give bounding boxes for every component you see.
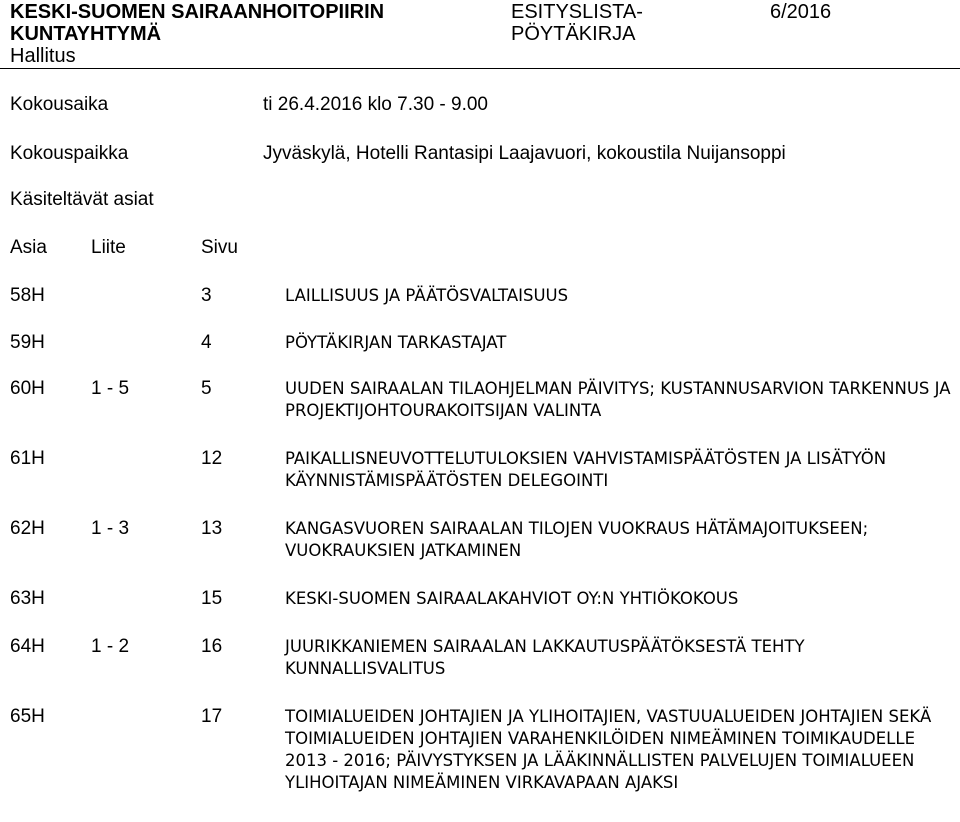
agenda-item-number: 60H xyxy=(10,378,45,399)
organization-name-line2: KUNTAYHTYMÄ xyxy=(10,23,162,45)
agenda-item-page: 12 xyxy=(201,448,223,469)
document-type-line2: PÖYTÄKIRJA xyxy=(511,23,636,45)
organization-name-line1: KESKI-SUOMEN SAIRAANHOITOPIIRIN xyxy=(10,1,385,23)
column-header-liite: Liite xyxy=(91,237,126,258)
governing-body-name: Hallitus xyxy=(10,45,76,67)
document-number: 6/2016 xyxy=(770,1,832,23)
column-header-sivu: Sivu xyxy=(201,237,238,258)
meeting-time-value: ti 26.4.2016 klo 7.30 - 9.00 xyxy=(263,94,488,115)
agenda-item-number: 63H xyxy=(10,588,45,609)
agenda-item-attachments: 1 - 3 xyxy=(91,518,130,539)
agenda-item-title: KESKI-SUOMEN SAIRAALAKAHVIOT OY:N YHTIÖKOKOUS xyxy=(285,589,739,608)
agenda-item-page: 3 xyxy=(201,285,212,306)
agenda-item-attachments: 1 - 2 xyxy=(91,636,130,657)
agenda-item-title: UUDEN SAIRAALAN TILAOHJELMAN PÄIVITYS; KUSTANNUSARVION TARKENNUS JA PROJEKTIJOHTOURAKOITSIJAN VALINTA xyxy=(285,379,951,420)
agenda-item-title: LAILLISUUS JA PÄÄTÖSVALTAISUUS xyxy=(285,286,569,305)
meeting-time-label: Kokousaika xyxy=(10,94,109,115)
section-title: Käsiteltävät asiat xyxy=(10,189,154,210)
agenda-item-title: KANGASVUOREN SAIRAALAN TILOJEN VUOKRAUS HÄTÄMAJOITUKSEEN; VUOKRAUKSIEN JATKAMINEN xyxy=(285,519,869,560)
agenda-item-title: PAIKALLISNEUVOTTELUTULOKSIEN VAHVISTAMISPÄÄTÖSTEN JA LISÄTYÖN KÄYNNISTÄMISPÄÄTÖSTEN DELEGOINTI xyxy=(285,449,887,490)
agenda-item-title: PÖYTÄKIRJAN TARKASTAJAT xyxy=(285,333,507,352)
document-type-line1: ESITYSLISTA- xyxy=(511,1,643,23)
agenda-item-page: 5 xyxy=(201,378,212,399)
column-header-asia: Asia xyxy=(10,237,47,258)
agenda-item-page: 13 xyxy=(201,518,223,539)
agenda-item-title: TOIMIALUEIDEN JOHTAJIEN JA YLIHOITAJIEN, VASTUUALUEIDEN JOHTAJIEN SEKÄ TOIMIALUEIDEN JOHTAJIEN VARAHENKILÖIDEN NIMEÄMINEN TOIMIKAUDELLE 2013 - 2016; PÄIVYSTYKSEN JA LÄÄKINNÄLLISTEN PALVELUJEN TOIMIALUEEN YLIHOITAJAN NIMEÄMINEN VIRKAVAPAAN AJAKSI xyxy=(285,707,932,792)
meeting-place-value: Jyväskylä, Hotelli Rantasipi Laajavuori, kokoustila Nuijansoppi xyxy=(263,143,786,164)
header-divider xyxy=(0,68,960,69)
agenda-item-page: 15 xyxy=(201,588,223,609)
agenda-item-number: 62H xyxy=(10,518,45,539)
agenda-item-number: 59H xyxy=(10,332,45,353)
agenda-item-number: 64H xyxy=(10,636,45,657)
agenda-item-page: 17 xyxy=(201,706,223,727)
agenda-item-number: 65H xyxy=(10,706,45,727)
agenda-item-number: 58H xyxy=(10,285,45,306)
agenda-item-number: 61H xyxy=(10,448,45,469)
agenda-item-attachments: 1 - 5 xyxy=(91,378,130,399)
meeting-place-label: Kokouspaikka xyxy=(10,143,129,164)
agenda-item-page: 4 xyxy=(201,332,212,353)
agenda-item-title: JUURIKKANIEMEN SAIRAALAN LAKKAUTUSPÄÄTÖKSESTÄ TEHTY KUNNALLISVALITUS xyxy=(285,637,805,678)
agenda-item-page: 16 xyxy=(201,636,223,657)
